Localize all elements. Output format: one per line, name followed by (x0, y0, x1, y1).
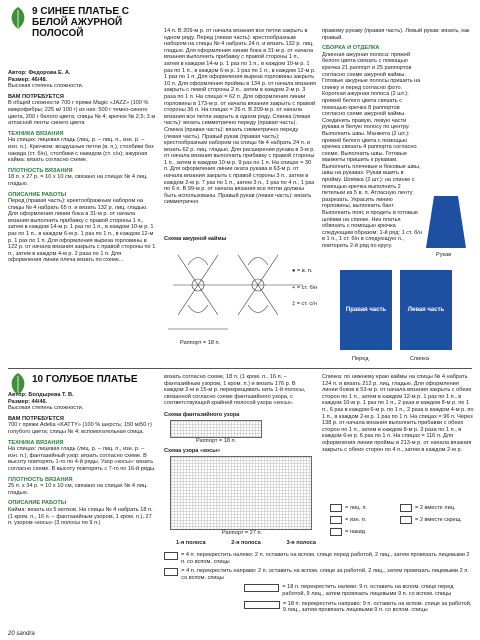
article-10-col1 (8, 392, 156, 628)
section-heading: ОПИСАНИЕ РАБОТЫ (8, 500, 67, 507)
legend-item: = 4 п. перекрестить налево: 2 п. оставить на вспом. спице перед работой, 2 лиц., затем провязать лицевыми 2 п. со вспом. спицы (164, 552, 472, 565)
front-schematic: Правая часть (340, 270, 392, 350)
page-footer: 20 sandra (8, 631, 35, 637)
article-10-title: 10 ГОЛУБОЕ ПЛАТЬЕ (32, 374, 138, 385)
legend-item: = 18 п. перекрестить налево: 9 п. оставить на вспом. спице перед работой, 9 лиц., затем провязать лицевыми 9 п. со вспом. спицы (244, 584, 472, 597)
schema-title: Схема ажурной каймы (164, 236, 227, 242)
legend-item: = накид (330, 528, 365, 536)
section-heading: ВАМ ПОТРЕБУЕТСЯ (8, 415, 64, 422)
back-schematic: Левая часть (400, 270, 452, 350)
legend-item: = изн. п. (330, 516, 366, 524)
difficulty: Высокая степень сложности. (8, 405, 84, 412)
cable-pattern-grid (170, 456, 312, 530)
cross-right-18-swatch (244, 601, 280, 609)
rapport-label: Раппорт = 18 п. (180, 340, 221, 346)
strip-label: 2-я полоса (231, 540, 261, 546)
difficulty: Высокая степень сложности. (8, 83, 84, 90)
strip-label: 3-я полоса (286, 540, 316, 546)
size: Размер: 46/48. (8, 76, 48, 83)
cross-left-4-swatch (164, 552, 178, 560)
size: Размер: 44/46. (8, 398, 48, 405)
leaf-icon (8, 6, 28, 30)
lace-legend (292, 268, 318, 308)
description-text: Кайма: вязать из 5 мотков. На спицы № 4 набрать 18 п. (1 кром. п., 16 п. – фантазийным узором, 1 кром. п.), 27 п. узором «косы» (3 полосы по 9 п.) (8, 506, 153, 527)
legend-item: ‡ = ст. с/н (292, 301, 317, 308)
legend-item: ● = в. п. (292, 268, 313, 274)
rapport-label: Раппорт = 18 п. (196, 438, 237, 444)
article-10-col3 (322, 374, 474, 500)
section-heading: ПЛОТНОСТЬ ВЯЗАНИЯ (8, 476, 73, 483)
cross-left-18-swatch (244, 584, 279, 592)
legend-item: = 2 вместе скрещ. (400, 516, 462, 524)
legend-item: + = ст. б/н (292, 284, 318, 291)
article-10-col2 (164, 374, 316, 408)
materials-text: 700 г пряжи Adelia «KATTY» (100 % шерсть; 150 м/50 г) голубого цвета; спицы № 4; вспомогательная спица. (8, 422, 152, 435)
author: Автор: Федорова Е. А. (8, 70, 71, 76)
technique-text: На спицах: лицевая гладь (лиц. р. – лиц. п., изн. р. – изн. п.); фантазийный узор: вязать согласно схеме. В высоту повторять 1-го по 4-й ряды. Узор «косы»: вязать согласно схеме. В высоту повторять с 7-го по 16-й ряды. (8, 446, 156, 472)
author: Автор: Болдырева Т. В. (8, 392, 74, 398)
lace-schema (168, 245, 308, 337)
article-9-title: 9 СИНЕЕ ПЛАТЬЕ С БЕЛОЙ АЖУРНОЙ ПОЛОСОЙ (32, 6, 129, 39)
section-heading: ПЛОТНОСТЬ ВЯЗАНИЯ (8, 167, 73, 174)
legend-item: = лиц. п. (330, 504, 367, 512)
strip-label: 1-я полоса (176, 540, 206, 546)
section-heading: ОПИСАНИЕ РАБОТЫ (8, 191, 67, 198)
article-divider (8, 368, 472, 369)
strip-labels (176, 540, 316, 547)
legend-item: = 4 п. перекрестить направо: 2 п. оставить на вспом. спице за работой, 2 лиц., затем провязать лицевыми 2 п. со вспом. спицы (164, 568, 472, 581)
schema-title: Схема узора «косы» (164, 448, 221, 454)
schematic-label: Рукав (436, 252, 452, 258)
schematic-label: Спинка (410, 356, 429, 362)
knit-swatch (330, 504, 342, 512)
description-text: правому рукаву (правая часть). Левый рукав: вязать, как правый. (322, 28, 470, 41)
article-9-col3 (322, 28, 474, 249)
density-text: 25 п. х 34 р. = 10 х 10 см, связано на спицах № 4 лиц. гладью. (8, 483, 148, 496)
technique-text: На спицах: лицевая гладь (лиц. р. – лиц. п., изн. р. – изн. п.). Крючком: воздушные петли (в. п.), столбики без накида (ст. б/н), столбики с накидом (ст. с/н); ажурная кайма: вязать согласно схеме. (8, 137, 154, 164)
materials-text: В общей сложности 700 г пряжи Magic «JAZZ» (100 % микрофибры; 225 м/ 100 г) из них: 500 г темно-синего цвета, 200 г белого цвета; спицы № 4; крючок № 2,5; 3 м атласной ленты синего цвета (8, 100, 156, 127)
article-9-col2 (164, 28, 316, 252)
density-text: 18 п. х 27 р. = 10 х 10 см, связано на спицах № 4 лиц. гладью. (8, 174, 148, 187)
legend-item: = 2 вместе лиц. (400, 504, 455, 512)
assembly-text: Длинная ажурная полоса: пряжей белого цвета связать с помощью крючка 21 раппорт и 25 раппортов согласно схеме ажурной каймы. Готовые ажурные полосы пришить на спинку и перед согласно фото. Короткая ажурная полоса (2 шт.): пряжей белого цвета связать с помощью крючка 8 раппортов согласно схеме ажурной каймы. Соединить правую, левую части рукава и белую полосу по центру. Выполнить швы. Манжета (2 шт.): пряжей белого цвета с помощью крючка связать 4 раппорта согласно схеме. Выполнить швы. Готовые манжеты пришить к рукавам. Выполнить плечевые и боковые швы, швы на рукавах. Рукав вшить в пройму. Шлёвка (2 шт.): на спинке с помощью крючка выполнить 2 петельки из 5 в. п. Атласную ленту разрезать. Украсить линию горловины, выполнить бант. Выполнить пояс и продеть в готовые шлёвки на спинке. Низ платья обвязать с помощью крючка следующим образом: 1-й ряд: 1 ст. б/н в 1 п., 1 ст. б/н в следующую п., повторить 2-й ряд по кругу. (322, 51, 422, 249)
section-heading: ТЕХНИКА ВЯЗАНИЯ (8, 130, 64, 137)
article-9-col1 (8, 70, 156, 266)
description-text: 14 п. В 209-м р. от начала вязания все петли закрыть в одном ряду. Перед (левая часть): крестообразным набором на спицы № 4 набрать 24 п. и вязать 132 р. лиц. гладью. Для оформления линии бока в 31-м р. от начала вязания выполнить прибавку с правой стороны 1 п., затем в каждом 14-м р. 1 раз по 1 п., в каждом 10-м р. 1 раз по 1 п., в каждом 6-м р. 1 раз по 1 п., в каждом 12-м р. 1 раз по 1 п. Для оформления выреза горловины закрыть 10 п. Для оформления проймы в 134 р. от начала вязания закрыть с левой стороны 2 п., затем в каждом 2-м р. 3 раза по 1 п. На спицах = 62 п. Для оформления линии горловины в 173-м р. от начала вязания закрыть с правой стороны 36 п. На спицах = 26 п. В 209-м р. от начала вязания все петли закрыть в одном ряду. Спинка (левая часть): вязать симметрично переду (правая часть). Спинка (правая часть): вязать симметрично переду (левая часть). Правый рукав (правая часть): крестообразным набором на спицы № 4 набрать 24 п. и вязать 62 р. лиц. гладью. Для расширения рукава в 3-м р. от начала вязания выполнить прибавку с правой стороны 1 п., затем в каждом 10-м р. 9 раз по 1 п. На спицах = 30 п. Для оформления линии оката рукава в 63-м р. от начала вязания закрыть с правой стороны 3 п., затем в каждом 2-м р. 7 раз по 1 п., затем 3 п., 1 раз по 4 п., 1 раз по 6 п. В 99-м р. от начала вязания все петли должны быть использованы. Правый рукав (левая часть): вязать симметрично (164, 28, 316, 206)
purl-swatch (330, 516, 342, 524)
sleeve-schematic (426, 196, 466, 248)
section-heading: ВАМ ПОТРЕБУЕТСЯ (8, 93, 64, 100)
yarnover-swatch (330, 528, 342, 536)
k2tog-swatch (400, 504, 412, 512)
description-text: Перед (правая часть): кректоображным набором на спицы № 4 набрать 65 п. и вязать 132 р. лиц. гладью. Для оформления линии бока в 31-м р. от начала вязания выполнить прибавку с правой стороны 1 п., затем в каждом 14-м р. 1 раз по 1 п., в каждом 10-м р. 1 раз по 1 п., в каждом 6-м р. 1 раз по 1 п., в каждом 12-м р. 1 раз по 1 п. Для оформления выреза горловины в 122 р. от начала вязания закрыть с правой стороны по 1 п., затем в каждом 4-м р. 2 раза по 1 п. Для оформления линии плеча вязать по схеме... (8, 198, 156, 264)
legend-item: = 18 п. перекрестить направо: 9 п. оставить на вспом. спице за работой, 9 лиц., затем провязать лицевыми 9 п. со вспом. спицы (244, 601, 472, 614)
cross-right-4-swatch (164, 568, 178, 576)
fancy-pattern-grid (170, 420, 262, 438)
schema-title: Схема фантазийного узора (164, 412, 240, 418)
section-heading: ТЕХНИКА ВЯЗАНИЯ (8, 439, 64, 446)
description-text: Спинка: по нижнему краю каймы на спицы № 4 набрать 124 п. и вязать 212 р. лиц. гладью. Для оформления линии боков в 53-м р. от начала вязания закрыть с обеих сторон по 1 п., затем в каждом 12-м р. 1 раз по 1 п., в каждом 10-м р. 1 раз по 1 п., 2 раза в каждом 8-м р. по 1 п., 6 раз в каждом 6-м р. по 1 п., 2 раза в каждом 4-м р. по 1 п., в каждом 2-м р. 1 раз по 1 п. На спицах = 96 п. Через 138 р. от начала вязания выполнить прибавки с обеих сторон по 1 п., затем в каждом 8-м р. 3 раза по 1 п., в каждом 6-м р. 6 раз по 1 п. На спицах = 116 п. Для оформления линии проймы в 213-м р. от начала вязания закрыть с обеих сторон по 4 п., затем в каждом 2-м р. (322, 374, 474, 453)
k2tog-tbl-swatch (400, 516, 412, 524)
description-text: вязать согласно схеме, 18 п. (1 кром. п., 16 п. – фантазийным узором, 1 кром. п.) и вязать 176 р. В каждом 2-м и 15-м р. перекрещивать нить 1-й полосы, связанной согласно схеме фантазийного узора, с соответствующей крайней полосой узора «косы». (164, 374, 306, 407)
cable-legend (164, 552, 472, 614)
schematic-label: Перед (352, 356, 369, 362)
rapport-label: Раппорт = 27 п. (222, 530, 263, 536)
section-heading: СБОРКА И ОТДЕЛКА (322, 45, 380, 52)
